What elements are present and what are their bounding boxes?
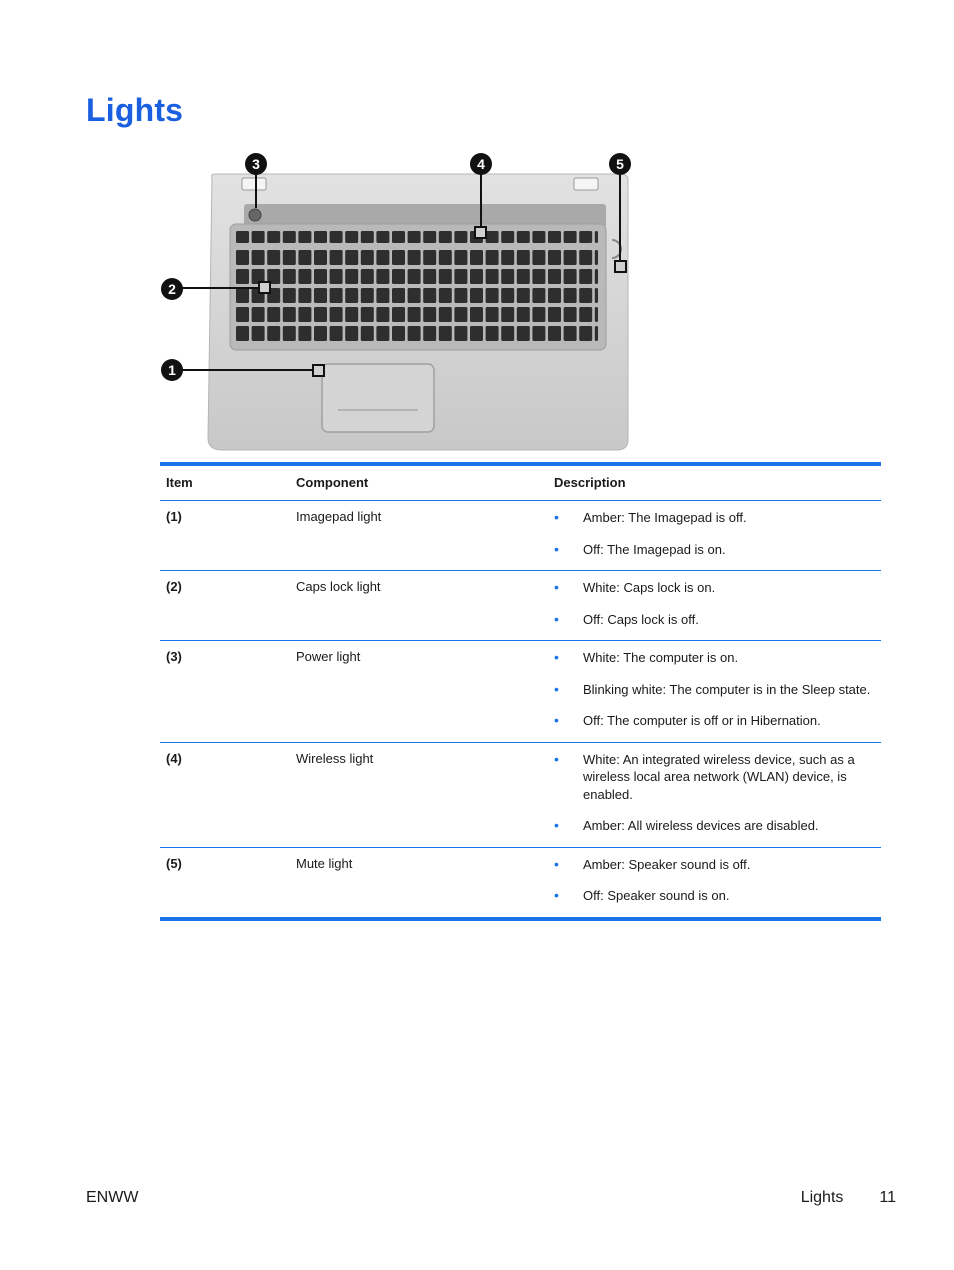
row-item-number: (1) [160, 501, 290, 571]
key [548, 288, 561, 303]
key [252, 231, 265, 243]
key [439, 326, 452, 341]
table-row [160, 742, 881, 847]
bullet-icon: • [554, 509, 559, 525]
key [392, 288, 405, 303]
description-list [554, 751, 875, 835]
touchpad [322, 364, 434, 432]
key [314, 307, 327, 322]
row-component: Wireless light [290, 742, 548, 847]
table-header-row [160, 464, 881, 501]
key [298, 326, 311, 341]
callout-4 [470, 153, 492, 175]
key [283, 288, 296, 303]
key [548, 250, 561, 265]
key [361, 326, 374, 341]
row-description [548, 847, 881, 919]
key [454, 326, 467, 341]
row-description [548, 742, 881, 847]
svg-text:3: 3 [252, 156, 260, 172]
description-item [554, 887, 875, 905]
bullet-icon: • [554, 887, 559, 903]
bullet-icon: • [554, 855, 559, 872]
key [579, 326, 592, 341]
row-component: Caps lock light [290, 571, 548, 641]
wireless-light-marker [475, 227, 486, 238]
key [408, 288, 421, 303]
key [564, 307, 577, 322]
key [361, 250, 374, 265]
key [517, 288, 530, 303]
key [470, 250, 483, 265]
row-description [548, 641, 881, 743]
key [283, 231, 296, 243]
callout-5 [609, 153, 631, 175]
key [408, 250, 421, 265]
key [532, 269, 545, 284]
bullet-icon: • [554, 540, 559, 557]
description-item [554, 541, 875, 559]
callout-3 [245, 153, 267, 175]
key [423, 288, 436, 303]
key [267, 326, 280, 341]
key [517, 326, 530, 341]
caps-lock-light-marker [259, 282, 270, 293]
laptop-lights-figure [150, 148, 650, 458]
key [345, 250, 358, 265]
key [501, 307, 514, 322]
key [470, 269, 483, 284]
key [236, 307, 249, 322]
bullet-icon: • [554, 680, 559, 697]
description-item [554, 509, 875, 527]
key [548, 326, 561, 341]
key [548, 307, 561, 322]
description-list [554, 649, 875, 730]
header-description: Description [548, 464, 881, 501]
key [330, 326, 343, 341]
key [470, 307, 483, 322]
key [579, 250, 592, 265]
key [267, 231, 280, 243]
key [392, 307, 405, 322]
key [439, 307, 452, 322]
key [236, 326, 249, 341]
key [376, 288, 389, 303]
bullet-icon: • [554, 750, 559, 767]
svg-text:4: 4 [477, 156, 485, 172]
row-component: Imagepad light [290, 501, 548, 571]
key [564, 269, 577, 284]
key [595, 269, 598, 284]
key [595, 250, 598, 265]
key [595, 288, 598, 303]
key [517, 269, 530, 284]
key [564, 250, 577, 265]
key [330, 250, 343, 265]
key [376, 250, 389, 265]
key [298, 288, 311, 303]
key [267, 250, 280, 265]
key [376, 326, 389, 341]
key [408, 231, 421, 243]
key [454, 269, 467, 284]
key [470, 288, 483, 303]
footer-section [801, 1189, 896, 1207]
bullet-icon: • [554, 649, 559, 665]
key [330, 307, 343, 322]
description-text: White: The computer is on. [583, 650, 739, 665]
key [439, 269, 452, 284]
description-text: White: Caps lock is on. [583, 580, 716, 595]
row-item-number: (4) [160, 742, 290, 847]
left-hinge [242, 178, 266, 190]
key [486, 307, 499, 322]
table-row [160, 847, 881, 919]
key [517, 231, 530, 243]
key [501, 269, 514, 284]
key [376, 269, 389, 284]
key [236, 288, 249, 303]
key [532, 250, 545, 265]
table-row [160, 571, 881, 641]
description-text: Blinking white: The computer is in the Sleep state. [583, 681, 871, 697]
key [501, 250, 514, 265]
svg-text:2: 2 [168, 281, 176, 297]
description-text: Amber: All wireless devices are disabled. [583, 818, 819, 833]
key [579, 231, 592, 243]
key [486, 269, 499, 284]
key [361, 269, 374, 284]
bullet-icon: • [554, 579, 559, 595]
key [298, 307, 311, 322]
key [470, 326, 483, 341]
key [501, 231, 514, 243]
power-button [249, 209, 261, 221]
key [330, 269, 343, 284]
key [454, 250, 467, 265]
description-item [554, 681, 875, 699]
svg-text:1: 1 [168, 362, 176, 378]
key [314, 326, 327, 341]
key [423, 326, 436, 341]
key [595, 326, 598, 341]
key [423, 250, 436, 265]
key [361, 307, 374, 322]
key [298, 231, 311, 243]
key [532, 288, 545, 303]
mute-light-marker [615, 261, 626, 272]
key [532, 326, 545, 341]
bullet-icon: • [554, 712, 559, 728]
key [579, 269, 592, 284]
key [532, 307, 545, 322]
key [267, 307, 280, 322]
key [486, 250, 499, 265]
key [392, 231, 405, 243]
key [564, 288, 577, 303]
row-description [548, 571, 881, 641]
callout-1 [161, 359, 183, 381]
description-list [554, 509, 875, 558]
footer-section-title: Lights [800, 1189, 844, 1206]
header-component: Component [290, 464, 548, 501]
key [283, 250, 296, 265]
row-item-number: (2) [160, 571, 290, 641]
key [298, 250, 311, 265]
key [439, 231, 452, 243]
key [236, 231, 249, 243]
page-number: 11 [879, 1189, 896, 1206]
description-list [554, 579, 875, 628]
description-text: Off: The computer is off or in Hibernation. [583, 713, 821, 728]
description-item [554, 712, 875, 730]
key [236, 250, 249, 265]
bullet-icon: • [554, 610, 559, 627]
table-body [160, 501, 881, 919]
key [330, 231, 343, 243]
key [252, 326, 265, 341]
row-description [548, 501, 881, 571]
key [501, 288, 514, 303]
key [314, 288, 327, 303]
svg-text:5: 5 [616, 156, 624, 172]
key [517, 307, 530, 322]
key [439, 288, 452, 303]
key [595, 307, 598, 322]
imagepad-light-marker [313, 365, 324, 376]
description-item [554, 649, 875, 667]
key [314, 231, 327, 243]
key [595, 231, 598, 243]
key [486, 231, 499, 243]
key [408, 307, 421, 322]
description-list [554, 856, 875, 905]
key [392, 250, 405, 265]
description-item [554, 817, 875, 835]
key [517, 250, 530, 265]
description-text: Off: Speaker sound is on. [583, 888, 730, 903]
key [532, 231, 545, 243]
key [548, 269, 561, 284]
key [376, 231, 389, 243]
key [408, 269, 421, 284]
right-hinge [574, 178, 598, 190]
key [454, 231, 467, 243]
key [361, 231, 374, 243]
key [501, 326, 514, 341]
key [314, 250, 327, 265]
table-row [160, 501, 881, 571]
row-item-number: (3) [160, 641, 290, 743]
footer-label: ENWW [86, 1189, 139, 1206]
key [423, 231, 436, 243]
description-text: Amber: Speaker sound is off. [583, 856, 751, 872]
header-item: Item [160, 464, 290, 501]
key [345, 269, 358, 284]
key [345, 231, 358, 243]
row-item-number: (5) [166, 855, 182, 871]
key [345, 326, 358, 341]
key [423, 269, 436, 284]
description-item [554, 611, 875, 629]
key [252, 307, 265, 322]
description-text: Off: The Imagepad is on. [583, 541, 726, 557]
row-component: Mute light [296, 855, 353, 871]
bullet-icon: • [554, 817, 559, 833]
description-text: White: An integrated wireless device, such as a wireless local area network (WLAN) device, is enabled. [583, 751, 855, 802]
description-text: Off: Caps lock is off. [583, 611, 699, 627]
key [392, 326, 405, 341]
key [579, 288, 592, 303]
key [283, 326, 296, 341]
key [345, 288, 358, 303]
key [408, 326, 421, 341]
table-row [160, 641, 881, 743]
key [298, 269, 311, 284]
key [579, 307, 592, 322]
key [361, 288, 374, 303]
key [283, 307, 296, 322]
key [548, 231, 561, 243]
key [439, 250, 452, 265]
callout-2 [161, 278, 183, 300]
key [564, 326, 577, 341]
key [454, 307, 467, 322]
description-item [554, 856, 875, 874]
key [314, 269, 327, 284]
key [252, 250, 265, 265]
key [486, 326, 499, 341]
page-title: Lights [86, 92, 184, 128]
key [423, 307, 436, 322]
key [330, 288, 343, 303]
key [283, 269, 296, 284]
key [376, 307, 389, 322]
key [345, 307, 358, 322]
key [236, 269, 249, 284]
lights-table [160, 462, 881, 921]
description-text: Amber: The Imagepad is off. [583, 510, 747, 525]
key [454, 288, 467, 303]
key [564, 231, 577, 243]
key [392, 269, 405, 284]
row-component: Power light [290, 641, 548, 743]
lights-table-container [160, 462, 881, 921]
key [486, 288, 499, 303]
description-item [554, 579, 875, 597]
description-item [554, 751, 875, 804]
